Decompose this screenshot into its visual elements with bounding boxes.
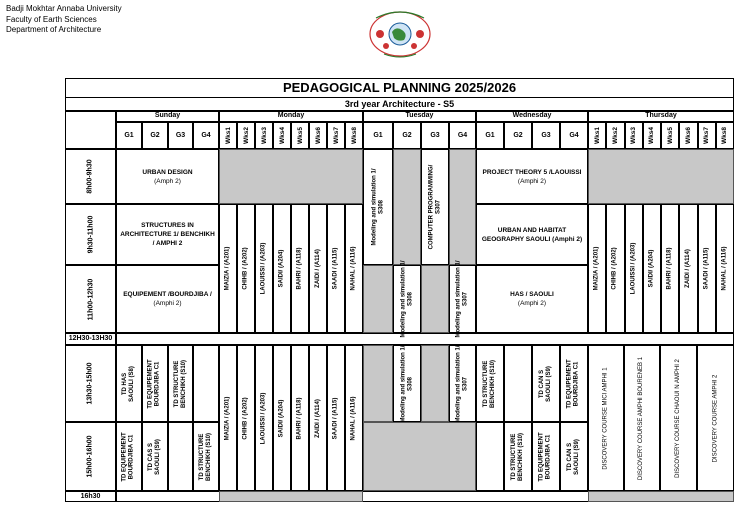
group-header: G1 [116,122,142,149]
empty-cell [476,422,504,491]
td-block: TD EQUIPEMENT BOURDJIBA C1 [116,422,142,491]
group-header: G1 [476,122,504,149]
week-header: Wks1 [588,122,606,149]
studio-slot: CHIHB / (A202) [606,204,624,333]
studio-slot: LAOUISSI / (A203) [255,345,273,491]
studio-slot: ZAIDI / (A114) [309,345,327,491]
studio-slot: NAHAL / (A116) [345,345,363,491]
empty-cell [193,345,219,422]
studio-slot: LAOUISSI / (A203) [625,204,643,333]
week-header: Wks6 [679,122,697,149]
studio-slot: BAHRI / (A118) [661,204,679,333]
week-header: Wks8 [716,122,734,149]
day-monday: Monday [219,111,363,122]
shaded-cell [588,491,734,502]
page-title: PEDAGOGICAL PLANNING 2025/2026 [65,78,734,98]
shaded-cell [363,345,393,422]
td-block: TD CAN S SAOULI (S9) [560,422,588,491]
group-header: G2 [142,122,168,149]
course-block: URBAN AND HABITAT GEOGRAPHY SAOULI (Amphi 2) [476,204,588,265]
td-block: TD EQUIPEMENT BOURDJIBA C1 [142,345,168,422]
group-header: G3 [168,122,193,149]
tuesday-g4-lab: Modeling and simulation 1/ S307 [449,345,476,422]
td-block: TD STRUCTURE BENCHIKH (S10) [476,345,504,422]
group-header: G2 [504,122,532,149]
discovery-course: DISCOVERY COURSE CHAOUI N AMPHI 2 [660,345,697,491]
studio-slot: NAHAL / (A116) [716,204,734,333]
week-header: Wks7 [698,122,716,149]
time-label: 11h00-12h30 [65,265,116,333]
td-block: TD CAN S SAOULI (S9) [532,345,560,422]
studio-slot: NAHAL / (A116) [345,204,363,333]
discovery-course: DISCOVERY COURSE AMPHI BOURENEB 1 [624,345,660,491]
studio-slot: BAHRI / (A118) [291,204,309,333]
lunch-time-label: 12H30-13H30 [65,333,116,345]
tuesday-g1-course: Modeling and simulation 1/ S308 [363,149,393,265]
studio-slot: SAADI / (A115) [698,204,716,333]
studio-slot: CHIHB / (A202) [237,345,255,491]
shaded-cell [363,422,476,491]
corner-cell [65,111,116,149]
discovery-course: DISCOVERY COURSE MICI AMPHI 1 [588,345,624,491]
week-header: Wks4 [643,122,661,149]
day-tuesday: Tuesday [363,111,476,122]
td-block: TD STRUCTURE BENCHIKH (S10) [168,345,193,422]
shaded-cell [421,345,449,422]
course-block: HAS / SAOULI (Amphi 2) [476,265,588,333]
day-sunday: Sunday [116,111,219,122]
day-thursday: Thursday [588,111,734,122]
time-label: 15h00-16h00 [65,422,116,491]
tuesday-g4-course: Modeling and simulation 1/ S307 [449,265,476,333]
week-header: Wks5 [661,122,679,149]
tuesday-g2-lab: Modeling and simulation 1/ S308 [393,345,421,422]
week-header: Wks3 [255,122,273,149]
empty-cell [168,422,193,491]
td-block: TD STRUCTURE BENCHIKH (S10) [504,422,532,491]
studio-slot: ZAIDI / (A114) [309,204,327,333]
td-block: TD EQUIPEMENT BOURDJIBA C1 [560,345,588,422]
group-header: G3 [532,122,560,149]
tuesday-g3-course: COMPUTER PROGRAMMING/ S307 [421,149,449,265]
studio-slot: CHIHB / (A202) [237,204,255,333]
studio-slot: SAIDI/ (A204) [273,204,291,333]
studio-slot: SAIDI/ (A204) [273,345,291,491]
week-header: Wks4 [273,122,291,149]
studio-slot: SAADI / (A115) [327,345,345,491]
week-header: Wks3 [625,122,643,149]
discovery-course: DISCOVERY COURSE AMPHI 2 [697,345,734,491]
td-block: TD STRUCTURE BENCHIKH (S10) [193,422,219,491]
page-subtitle: 3rd year Architecture - S5 [65,98,734,111]
university-name: Badji Mokhtar Annaba University [6,4,122,13]
end-time-label: 16h30 [65,491,116,502]
shaded-cell [219,149,363,204]
day-wednesday: Wednesday [476,111,588,122]
td-block: TD HAS SAOULI (S8) [116,345,142,422]
course-block: URBAN DESIGN (Amph 2) [116,149,219,204]
studio-slot: MAIZIA / (A201) [219,204,237,333]
studio-slot: ZAIDI / (A114) [679,204,697,333]
week-header: Wks8 [345,122,363,149]
group-header: G3 [421,122,449,149]
shaded-cell [449,149,476,265]
shaded-cell [219,491,363,502]
course-block: EQUIPEMENT /BOURDJIBA / (Amphi 2) [116,265,219,333]
shaded-cell [363,265,393,333]
faculty-name: Faculty of Earth Sciences [6,14,97,24]
lunch-break-row [116,333,734,345]
department-name: Department of Architecture [6,25,102,34]
studio-slot: SAIDI/ (A204) [643,204,661,333]
studio-slot: MAIZIA / (A201) [588,204,606,333]
course-block: PROJECT THEORY 5 /LAOUISSI (Amphi 2) [476,149,588,204]
week-header: Wks5 [291,122,309,149]
week-header: Wks7 [327,122,345,149]
shaded-cell [588,149,734,204]
university-seal-icon [366,4,434,60]
tuesday-g2-course: Modeling and simulation 1/ S308 [393,265,421,333]
studio-slot: MAIZIA / (A201) [219,345,237,491]
group-header: G4 [449,122,476,149]
time-label: 9h30-11h00 [65,204,116,265]
time-label: 8h00-9h30 [65,149,116,204]
time-label: 13h30-15h00 [65,345,116,422]
studio-slot: BAHRI / (A118) [291,345,309,491]
shaded-cell [421,265,449,333]
group-header: G4 [193,122,219,149]
week-header: Wks6 [309,122,327,149]
group-header: G2 [393,122,421,149]
group-header: G1 [363,122,393,149]
institution-header [6,4,122,36]
studio-slot: LAOUISSI / (A203) [255,204,273,333]
studio-slot: SAADI / (A115) [327,204,345,333]
week-header: Wks2 [237,122,255,149]
group-header: G4 [560,122,588,149]
empty-cell [504,345,532,422]
week-header: Wks1 [219,122,237,149]
shaded-cell [393,149,421,265]
td-block: TD EQUIPEMENT BOURDJIBA C1 [532,422,560,491]
week-header: Wks2 [606,122,624,149]
course-block: STRUCTURES IN ARCHITECTURE 1/ BENCHIKH / AMPHI 2 [116,204,219,265]
td-block: TD CAS S SAOULI (S9) [142,422,168,491]
